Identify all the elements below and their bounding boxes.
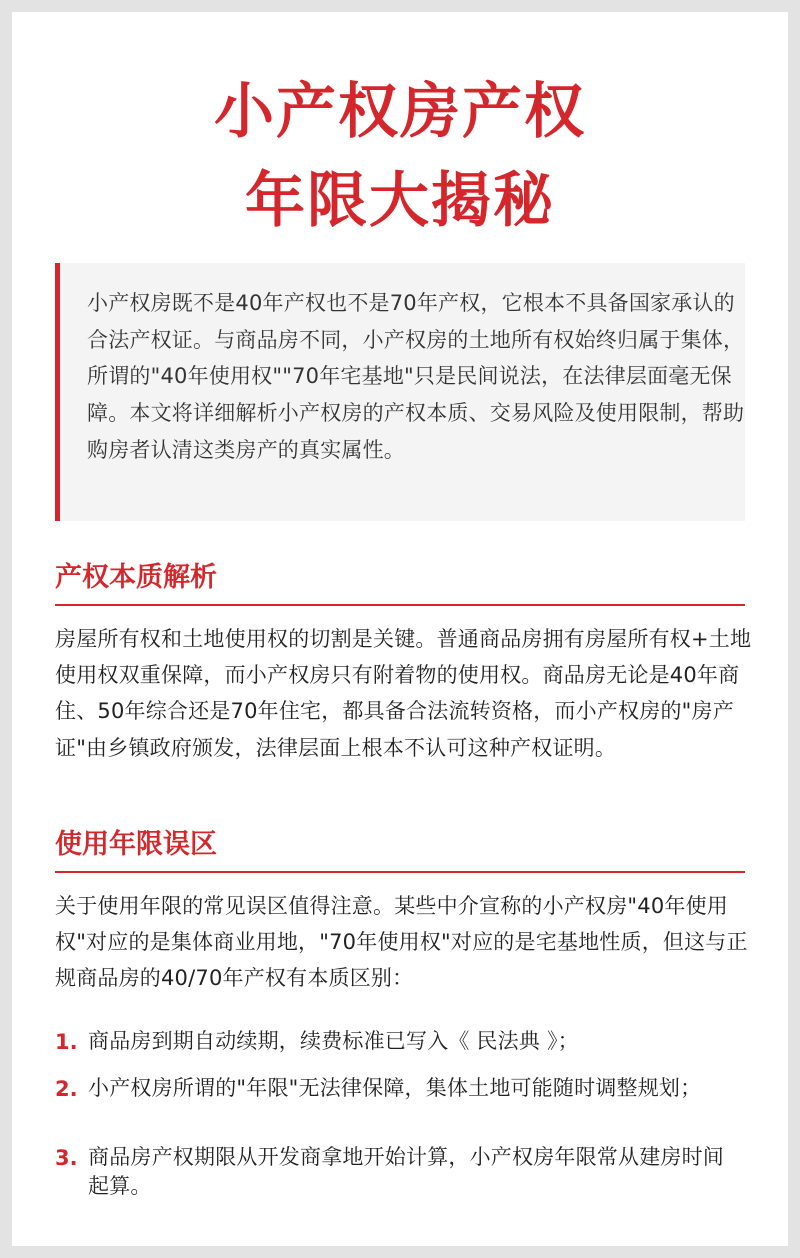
article-card	[12, 12, 788, 1246]
section-heading-term-myths: 使用年限误区	[55, 825, 745, 873]
list-number: 1.	[55, 1030, 78, 1054]
intro-text: 小产权房既不是40年产权也不是70年产权，它根本不具备国家承认的合法产权证。与商品房不同，小产权房的土地所有权始终归属于集体，所谓的"40年使用权""70年宅基地"只是民间说法，在法律层面毫无保障。本文将详细解析小产权房的产权本质、交易风险及使用限制，帮助购房者认清这类房产的真实属性。	[87, 291, 745, 462]
list-item-text: 商品房到期自动续期，续费标准已写入《 民法典 》；	[88, 1029, 579, 1053]
title-line-1: 小产权房产权	[214, 77, 586, 147]
section-body-term-myths: 关于使用年限的常见误区值得注意。某些中介宣称的小产权房"40年使用权"对应的是集体商业用地，"70年使用权"对应的是宅基地性质，但这与正规商品房的40/70年产权有本质区别：	[55, 894, 748, 991]
list-item-text: 商品房产权期限从开发商拿地开始计算，小产权房年限常从建房时间起算。	[88, 1145, 724, 1198]
section-heading-property-nature: 产权本质解析	[55, 558, 745, 606]
list-number: 3.	[55, 1146, 78, 1170]
title-line-2: 年限大揭秘	[245, 166, 555, 236]
list-item-text: 小产权房所谓的"年限"无法律保障，集体土地可能随时调整规划；	[88, 1076, 702, 1100]
list-number: 2.	[55, 1077, 78, 1101]
section-body-property-nature: 房屋所有权和土地使用权的切割是关键。普通商品房拥有房屋所有权+土地使用权双重保障，而小产权房只有附着物的使用权。商品房无论是40年商住、50年综合还是70年住宅，都具备合法流转资格，而小产权房的"房产证"由乡镇政府颁发，法律层面上根本不认可这种产权证明。	[55, 627, 752, 760]
intro-box	[55, 263, 745, 521]
